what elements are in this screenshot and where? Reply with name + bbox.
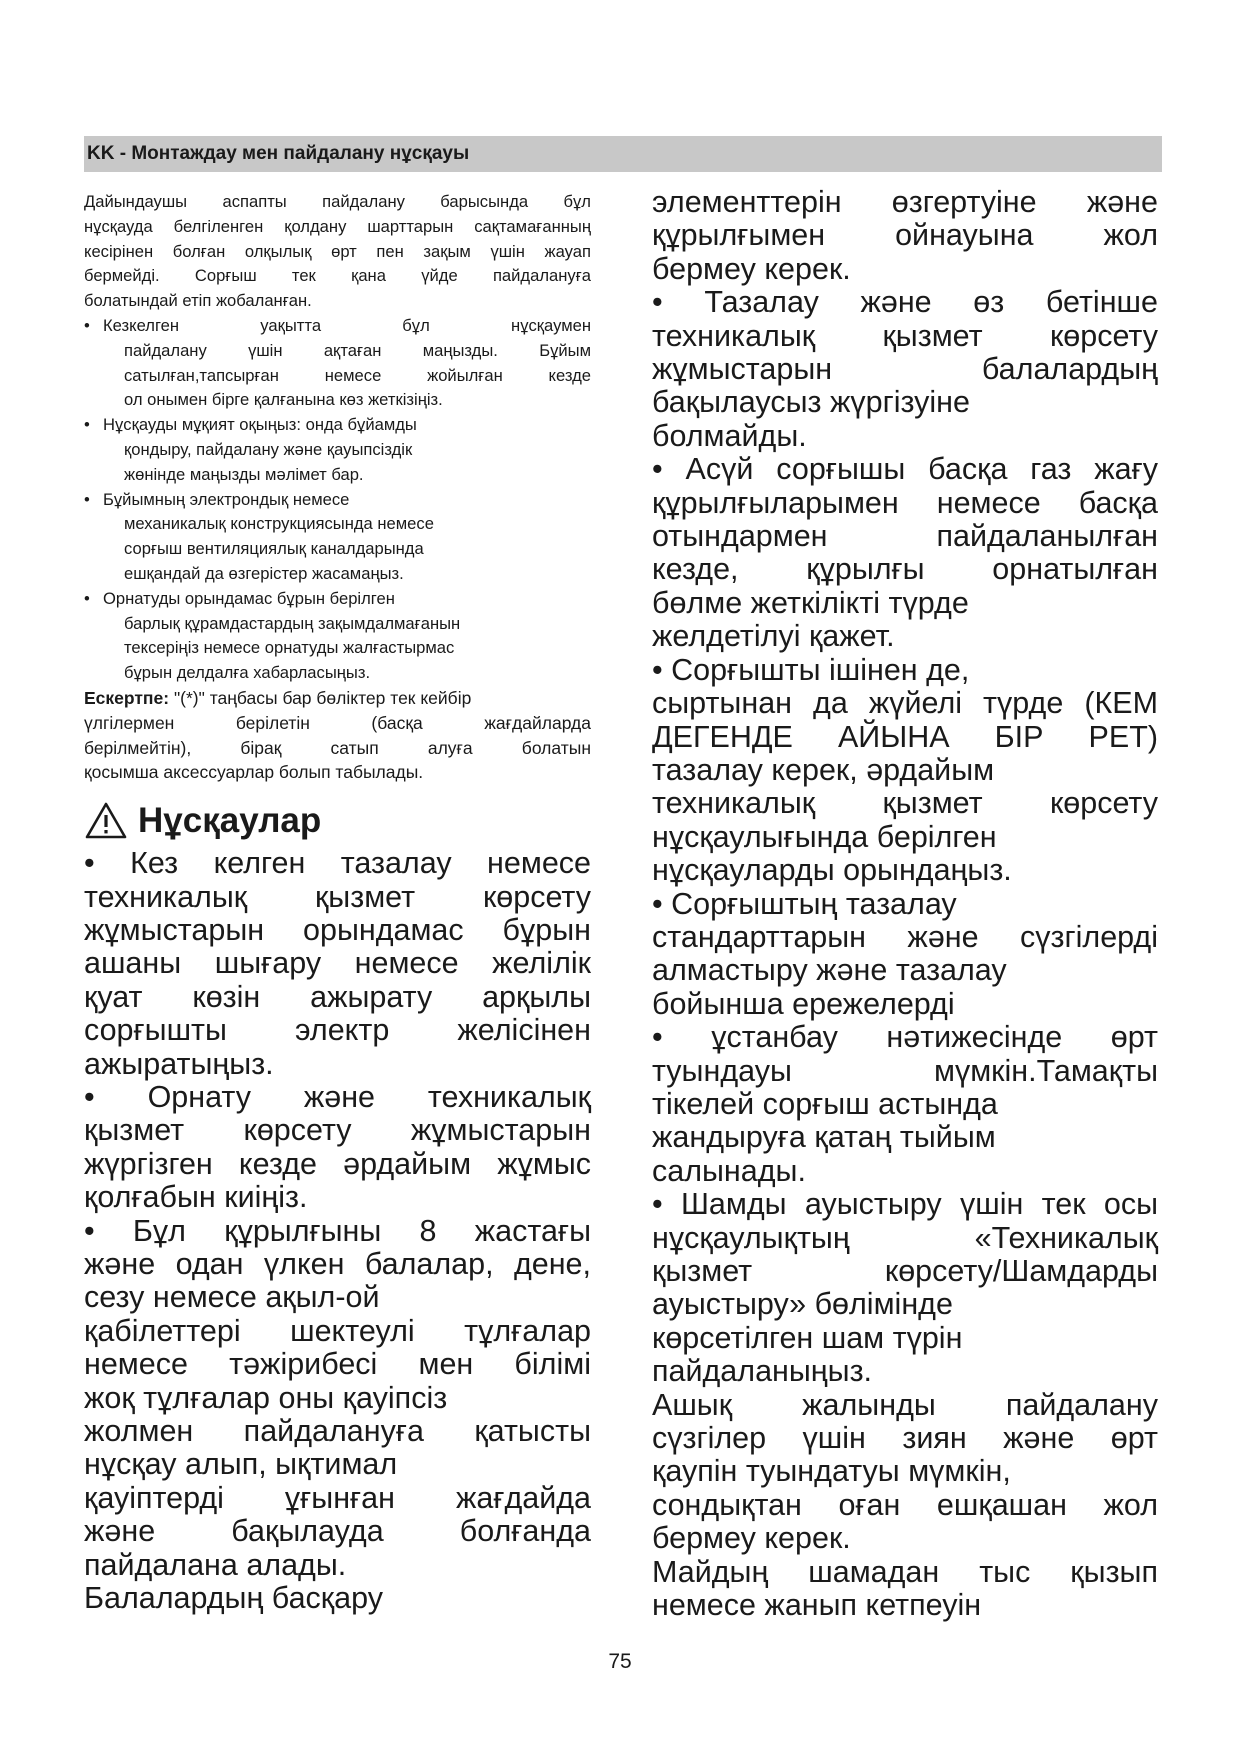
body-line: жүргізген кезде әрдайым жұмыс — [84, 1146, 591, 1181]
body-line: ажыратыңыз. — [84, 1046, 274, 1081]
intro-line: болатындай етіп жобаланған. — [84, 291, 312, 311]
body-line: ДЕГЕНДЕ АЙЫНА БІР РЕТ) — [652, 719, 1158, 754]
body-line: • Тазалау және өз бетінше — [652, 285, 1158, 320]
body-line: қаупін туындатуы мүмкін, — [652, 1454, 1011, 1489]
note-paragraph — [84, 686, 591, 785]
body-line: сорғышты электр желісінен — [84, 1013, 591, 1048]
body-line: стандарттарын және сүзгілерді — [652, 919, 1158, 954]
intro-paragraph — [84, 190, 591, 314]
intro-line: нұсқауда белгіленген қолдану шарттарын сақтамағанның — [84, 216, 591, 236]
bullet-line: пайдалану үшін ақтаған маңызды. Бұйым — [124, 340, 591, 360]
body-line: жұмыстарын балалардың — [652, 352, 1158, 387]
body-line: ашаны шығару немесе желілік — [84, 946, 591, 981]
body-line: жоқ тұлғалар оны қауіпсіз — [84, 1380, 448, 1415]
body-line: Майдың шамадан тыс қызып — [652, 1554, 1158, 1589]
body-line: пайдалана алады. — [84, 1547, 347, 1582]
bullet-first-line: Орнатуды орындамас бұрын берілген — [103, 588, 395, 608]
note-line: үлгілермен берілетін (басқа жағдайларда — [84, 712, 591, 733]
body-line: болмайды. — [652, 418, 807, 453]
section-title: KK - Монтаждау мен пайдалану нұсқауы — [87, 143, 470, 164]
body-line: техникалық қызмет көрсету — [652, 318, 1158, 353]
body-line: бермеу керек. — [652, 251, 851, 286]
body-line: • ұстанбау нәтижесінде өрт — [652, 1020, 1158, 1055]
body-line: қызмет көрсету жұмыстарын — [84, 1113, 591, 1148]
body-line: нұсқаулығында берілген — [652, 819, 997, 854]
body-line: тікелей сорғыш астында — [652, 1086, 998, 1121]
body-line: нұсқаулықтың «Техникалық — [652, 1220, 1158, 1255]
bullet-mark: • — [84, 415, 90, 435]
note-text: "(*)" таңбасы бар бөліктер тек кейбір — [173, 687, 472, 708]
bullet-list — [84, 314, 591, 686]
body-line: жолмен пайдалануға қатысты — [84, 1414, 591, 1449]
body-line: бермеу керек. — [652, 1521, 851, 1556]
page-number: 75 — [608, 1650, 632, 1673]
body-line: пайдаланыңыз. — [652, 1354, 873, 1389]
body-line: сезу немесе ақыл-ой — [84, 1280, 380, 1315]
body-line: Ашық жалынды пайдалану — [652, 1387, 1158, 1422]
body-line: • Сорғышты ішінен де, — [652, 652, 970, 687]
intro-line: кесірінен болған олқылық өрт пен зақым үшін жауап — [84, 241, 591, 261]
body-line: қызмет көрсету/Шамдарды — [652, 1254, 1158, 1288]
right-column — [652, 186, 1158, 1622]
bullet-item — [84, 587, 591, 686]
bullet-line: барлық құрамдастардың зақымдалмағанын — [124, 613, 461, 633]
body-line: кезде, құрылғы орнатылған — [652, 552, 1158, 587]
body-line: сүзгілер үшін зиян және өрт — [652, 1421, 1158, 1456]
body-line: немесе тәжірибесі мен білімі — [84, 1347, 591, 1382]
intro-line: бермейді. Сорғыш тек қана үйде пайдалануға — [84, 266, 591, 286]
bullet-mark: • — [84, 588, 90, 608]
body-line: ауыстыру» бөлімінде — [652, 1287, 953, 1322]
body-line: қуат көзін ажырату арқылы — [84, 979, 591, 1014]
body-line: туындауы мүмкін.Тамақты — [652, 1053, 1158, 1088]
body-line: немесе жанып кетпеуін — [652, 1588, 982, 1623]
left-column — [84, 190, 591, 1615]
body-line: нұсқауларды орындаңыз. — [652, 853, 1012, 888]
body-line: құрылғымен ойнауына жол — [652, 218, 1158, 253]
note-label: Ескертпе: — [84, 687, 170, 708]
body-line: • Шамды ауыстыру үшін тек осы — [652, 1187, 1158, 1222]
bullet-line: механикалық конструкциясында немесе — [124, 514, 434, 534]
bullet-line: бұрын делдалға хабарласыңыз. — [124, 663, 371, 683]
intro-line: Дайындаушы аспапты пайдалану барысында бұл — [84, 192, 591, 211]
body-line: бақылаусыз жүргізуіне — [652, 385, 970, 420]
instructions-heading — [84, 797, 591, 845]
bullet-line: тексеріңіз немесе орнатуды жалғастырмас — [124, 638, 455, 658]
bullet-first-line: Кезкелген уақытта бұл нұсқаумен — [103, 315, 591, 335]
body-line: нұсқау алып, ықтимал — [84, 1447, 398, 1482]
body-line: қауіптерді ұғынған жағдайда — [84, 1480, 591, 1515]
body-line: бөлме жеткілікті түрде — [652, 585, 969, 620]
note-first-line — [84, 686, 591, 711]
body-line: көрсетілген шам түрін — [652, 1320, 963, 1355]
body-line: элементтерін өзгертуіне және — [652, 185, 1158, 219]
body-line: техникалық қызмет көрсету — [652, 786, 1158, 821]
body-line: сыртынан да жүйелі түрде (КЕМ — [652, 686, 1158, 721]
right-body — [652, 186, 1158, 1622]
note-line: қосымша аксессуарлар болып табылады. — [84, 762, 424, 783]
body-line: жандыруға қатаң тыйым — [652, 1120, 996, 1155]
body-line: және одан үлкен балалар, дене, — [84, 1247, 591, 1281]
body-line: • Кез келген тазалау немесе — [84, 846, 591, 881]
body-line: және бақылауда болғанда — [84, 1514, 591, 1549]
body-line: • Бұл құрылғыны 8 жастағы — [84, 1213, 591, 1248]
body-line: алмастыру және тазалау — [652, 953, 1007, 988]
body-line: • Орнату және техникалық — [84, 1079, 591, 1114]
warning-triangle-icon — [84, 801, 128, 841]
bullet-line: ол онымен бірге қалғанына көз жеткізіңіз. — [124, 390, 443, 410]
bullet-mark: • — [84, 489, 90, 509]
body-line: бойынша ережелерді — [652, 986, 955, 1021]
body-line: • Сорғыштың тазалау — [652, 886, 957, 921]
bullet-item — [84, 413, 591, 487]
body-line: желдетілуі қажет. — [652, 619, 895, 654]
body-line: тазалау керек, әрдайым — [652, 752, 995, 787]
bullet-item — [84, 314, 591, 413]
section-header — [84, 136, 1162, 172]
body-line: құрылғыларымен немесе басқа — [652, 485, 1158, 520]
note-line: берілмейтін), бірақ сатып алуға болатын — [84, 737, 591, 758]
bullet-line: сорғыш вентиляциялық каналдарында — [124, 539, 424, 559]
body-line: отындармен пайдаланылған — [652, 519, 1158, 554]
body-line: жұмыстарын орындамас бұрын — [84, 912, 591, 947]
body-line: салынады. — [652, 1153, 806, 1188]
heading-text: Нұсқаулар — [138, 801, 322, 841]
bullet-item — [84, 488, 591, 587]
bullet-line: сатылған,тапсырған немесе жойылған кезде — [124, 365, 591, 385]
bullet-line: ешқандай да өзгерістер жасамаңыз. — [124, 563, 404, 583]
bullet-first-line: Нұсқауды мұқият оқыңыз: онда бұйамды — [103, 415, 417, 435]
bullet-mark: • — [84, 315, 90, 335]
bullet-line: қондыру, пайдалану және қауыпсіздік — [124, 439, 413, 459]
body-line: қабілеттері шектеулі тұлғалар — [84, 1313, 591, 1348]
body-line: қолғабын киіңіз. — [84, 1180, 308, 1215]
bullet-line: жөнінде маңызды мәлімет бар. — [124, 464, 364, 484]
body-line: техникалық қызмет көрсету — [84, 879, 591, 914]
body-line: • Асүй сорғышы басқа газ жағу — [652, 452, 1158, 487]
instructions-body — [84, 847, 591, 1615]
body-line: сондықтан оған ешқашан жол — [652, 1487, 1158, 1522]
body-line: Балалардың басқару — [84, 1581, 383, 1616]
bullet-first-line: Бұйымның электрондық немесе — [103, 489, 350, 509]
